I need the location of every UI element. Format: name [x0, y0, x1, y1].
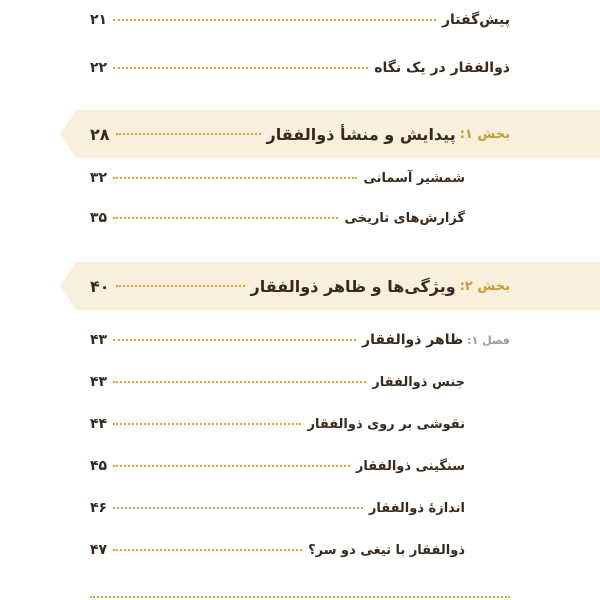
page-number: ۴۶ [90, 500, 108, 516]
page-number: ۲۱ [90, 12, 108, 28]
entry-title: گزارش‌های تاریخی [344, 210, 465, 226]
chapter-prefix: فصل ۱: [467, 333, 510, 347]
dot-leader [113, 177, 357, 179]
toc-entry-cut-off [90, 588, 510, 600]
dot-leader [116, 285, 245, 287]
entry-title: نقوشی بر روی ذوالفقار [307, 416, 465, 432]
page-number: ۳۵ [90, 210, 108, 226]
section-band-notch [60, 110, 76, 158]
entry-title: شمشیر آسمانی [363, 170, 465, 186]
section-prefix: بخش ۲: [459, 278, 510, 294]
page-number: ۲۲ [90, 60, 108, 76]
page-number: ۴۷ [90, 542, 108, 558]
dot-leader [116, 133, 261, 135]
toc-entry[interactable] [90, 203, 465, 233]
section-prefix: بخش ۱: [459, 126, 510, 142]
toc-section-2[interactable] [90, 262, 510, 310]
entry-title: سنگینی ذوالفقار [355, 458, 465, 474]
entry-title: پیش‌گفتار [441, 12, 510, 28]
toc-section-1[interactable] [90, 110, 510, 158]
page-number: ۴۵ [90, 458, 108, 474]
dot-leader [113, 339, 356, 341]
dot-leader [113, 465, 350, 467]
page-number: ۴۴ [90, 416, 108, 432]
toc-entry[interactable] [90, 367, 465, 397]
entry-title: جنس ذوالفقار [372, 374, 465, 390]
section-title: ویژگی‌ها و ظاهر ذوالفقار [250, 276, 456, 296]
toc-entry[interactable] [90, 493, 465, 523]
page-number: ۴۳ [90, 332, 108, 348]
entry-title: ذوالفقار در یک نگاه [374, 60, 510, 76]
dot-leader [113, 217, 338, 219]
page-number: ۴۰ [90, 276, 110, 296]
toc-entry[interactable] [90, 53, 510, 83]
toc-entry[interactable] [90, 451, 465, 481]
toc-entry[interactable] [90, 535, 465, 565]
page-number: ۴۳ [90, 374, 108, 390]
chapter-title: ظاهر ذوالفقار [362, 332, 464, 348]
toc-entry[interactable] [90, 163, 465, 193]
dot-leader [113, 381, 366, 383]
section-title: پیدایش و منشأ ذوالفقار [266, 124, 456, 144]
section-band-notch [60, 262, 76, 310]
dot-leader [113, 19, 436, 21]
page-number: ۳۲ [90, 170, 108, 186]
toc-entry[interactable] [90, 409, 465, 439]
dot-leader [113, 549, 302, 551]
toc-chapter-1[interactable] [90, 325, 510, 355]
dot-leader [113, 423, 301, 425]
page-number: ۲۸ [90, 124, 110, 144]
dot-leader [90, 596, 510, 598]
dot-leader [113, 507, 363, 509]
entry-title: ذوالفقار با تیغی دو سر؟ [308, 542, 465, 558]
dot-leader [113, 67, 368, 69]
toc-entry[interactable] [90, 5, 510, 35]
entry-title: اندازهٔ ذوالفقار [368, 500, 465, 516]
